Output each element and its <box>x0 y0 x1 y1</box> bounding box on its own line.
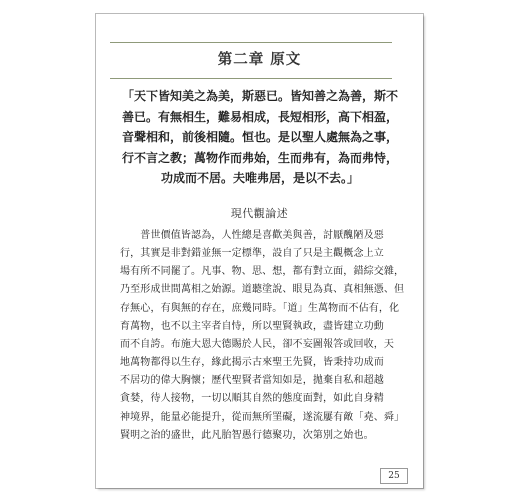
body-line: 存無心，有與無的存在，庶幾同時。「道」生萬物而不佔有，化 <box>120 302 400 314</box>
body-line: 貪婪，待人接物，一切以順其自然的態度面對，如此自身精 <box>120 393 384 405</box>
body-line: 而不自誇。布施大恩大德賜於人民，卻不妄圖報答或回收，天 <box>120 338 395 350</box>
top-rule <box>110 42 392 43</box>
body-line: 地萬物都得以生存，緣此揭示古來聖王先賢，皆秉持功成而 <box>120 357 384 369</box>
body-line: 賢明之治的盛世，此凡胎智愚行德聚功，次第別之始也。 <box>120 429 374 441</box>
commentary-body <box>120 227 405 445</box>
title-rule <box>110 78 392 79</box>
page-number: 25 <box>380 468 408 484</box>
body-line: 不居功的偉大胸懷；歷代聖賢者當知如是，拋棄自私和超越 <box>120 375 384 387</box>
quote-line: 「天下皆知美之為美，斯惡已。皆知善之為善，斯不 <box>121 89 398 103</box>
quote-line: 功成而不居。夫唯弗居，是以不去。」 <box>160 171 359 186</box>
quote-line: 善已。有無相生，難易相成，長短相形，高下相盈， <box>121 109 398 124</box>
body-line: 行，其實是非對錯並無一定標準，設自了只是主觀概念上立 <box>120 248 384 260</box>
body-line: 普世價值皆認為，人性總是喜歡美與善，討厭醜陋及惡 <box>120 230 384 241</box>
quote-line: 音聲相和，前後相隨。恒也。是以聖人處無為之事， <box>121 130 398 145</box>
body-line: 神境界，能量必能提升，從而無所罣礙，遂流屢有敵「堯、舜」 <box>120 411 405 423</box>
body-line: 乃至形成世間萬相之始源。道聽塗說、眼見為真、真相無憑、但 <box>120 284 405 296</box>
chapter-title: 第二章 原文 <box>217 52 302 68</box>
body-line: 育萬物，也不以主宰者自恃，所以聖賢執政，盡皆建立功動 <box>120 320 384 332</box>
quote-line: 行不言之教；萬物作而弗始，生而弗有，為而弗恃， <box>121 150 398 165</box>
section-subtitle: 現代觀論述 <box>230 207 289 220</box>
body-line: 場有所不同罷了。凡事、物、思、想，都有對立面，錯綜交雜， <box>120 266 405 278</box>
original-text-quote <box>112 86 408 189</box>
document-page <box>95 13 424 489</box>
